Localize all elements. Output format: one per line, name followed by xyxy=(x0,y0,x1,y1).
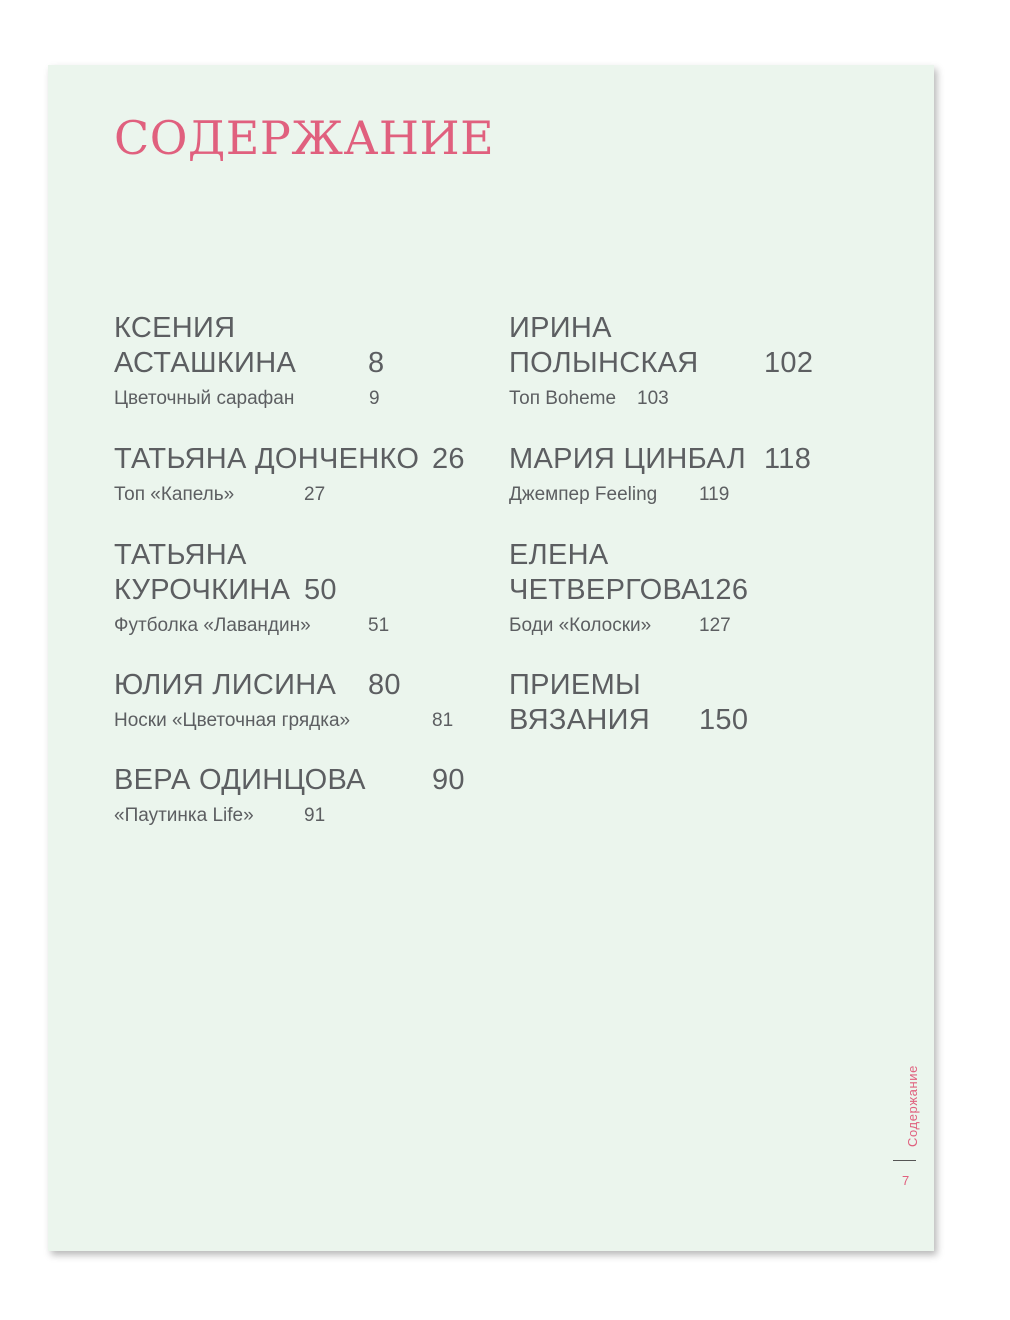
author-line xyxy=(114,763,465,798)
author-name xyxy=(114,538,337,608)
author-line xyxy=(114,346,385,381)
toc-page xyxy=(48,65,934,1251)
author-page-number: 118 xyxy=(764,443,812,475)
author-line-text: КУРОЧКИНА xyxy=(114,574,291,606)
work-title xyxy=(114,805,366,827)
toc-entry[interactable] xyxy=(509,538,749,637)
author-line xyxy=(114,668,401,703)
author-line-text: ПОЛЫНСКАЯ xyxy=(509,347,699,379)
author-name xyxy=(114,442,465,477)
author-page-number: 80 xyxy=(368,669,401,701)
work-page-number: 127 xyxy=(699,615,731,636)
author-line xyxy=(114,573,337,608)
author-page-number: 90 xyxy=(432,764,465,796)
author-line xyxy=(509,703,749,738)
work-title xyxy=(509,615,731,637)
author-page-number: 150 xyxy=(699,704,749,736)
author-line: ИРИНА xyxy=(509,312,612,344)
author-line xyxy=(509,573,749,608)
author-line-text: ТАТЬЯНА ДОНЧЕНКО xyxy=(114,443,420,475)
author-line: КСЕНИЯ xyxy=(114,312,236,344)
author-line xyxy=(509,442,812,477)
author-page-number: 50 xyxy=(304,574,337,606)
work-page-number: 27 xyxy=(304,484,326,505)
author-name xyxy=(114,311,385,381)
work-title-text: Топ «Капель» xyxy=(114,484,235,505)
section-label: Содержание xyxy=(905,1065,920,1147)
work-page-number: 81 xyxy=(432,710,454,731)
author-page-number: 126 xyxy=(699,574,749,606)
work-title-text: Футболка «Лавандин» xyxy=(114,615,311,636)
work-page-number: 9 xyxy=(369,388,380,409)
author-name xyxy=(114,668,401,703)
work-title xyxy=(114,710,454,732)
work-title xyxy=(114,615,390,637)
author-page-number: 102 xyxy=(764,347,814,379)
author-line-text: ЮЛИЯ ЛИСИНА xyxy=(114,669,337,701)
work-title xyxy=(509,484,746,506)
author-name xyxy=(509,311,814,381)
work-page-number: 103 xyxy=(637,388,669,409)
author-line-text: МАРИЯ ЦИНБАЛ xyxy=(509,443,746,475)
toc-entry[interactable] xyxy=(509,668,749,738)
toc-entry[interactable] xyxy=(114,311,385,410)
author-line: ПРИЕМЫ xyxy=(509,669,642,701)
work-title-text: Топ Boheme xyxy=(509,388,617,409)
running-head xyxy=(893,1045,923,1195)
author-name xyxy=(509,538,749,608)
author-line-text: ВЕРА ОДИНЦОВА xyxy=(114,764,366,796)
work-page-number: 119 xyxy=(699,484,730,505)
author-line-text: АСТАШКИНА xyxy=(114,347,297,379)
work-page-number: 51 xyxy=(368,615,390,636)
page-title: СОДЕРЖАНИЕ xyxy=(114,111,495,165)
divider xyxy=(893,1160,916,1161)
work-title-text: Джемпер Feeling xyxy=(509,484,658,505)
author-name xyxy=(509,668,749,738)
author-line-text: ЧЕТВЕРГОВА xyxy=(509,574,701,606)
work-title-text: Цветочный сарафан xyxy=(114,388,295,409)
author-line-text: ВЯЗАНИЯ xyxy=(509,704,651,736)
work-title-text: Носки «Цветочная грядка» xyxy=(114,710,351,731)
toc-entry[interactable] xyxy=(509,442,812,506)
author-line xyxy=(114,442,465,477)
author-line: ТАТЬЯНА xyxy=(114,539,247,571)
toc-entry[interactable] xyxy=(114,668,454,732)
toc-entry[interactable] xyxy=(114,538,390,637)
work-title xyxy=(509,388,699,410)
author-name xyxy=(509,442,812,477)
work-title xyxy=(114,388,380,410)
toc-entry[interactable] xyxy=(114,763,465,827)
work-title xyxy=(114,484,419,506)
author-name xyxy=(114,763,465,798)
toc-entry[interactable] xyxy=(114,442,465,506)
work-title-text: «Паутинка Life» xyxy=(114,805,254,826)
author-page-number: 26 xyxy=(432,443,465,475)
toc-entry[interactable] xyxy=(509,311,814,410)
author-line: ЕЛЕНА xyxy=(509,539,609,571)
work-page-number: 91 xyxy=(304,805,326,826)
page-number: 7 xyxy=(902,1173,910,1188)
work-title-text: Боди «Колоски» xyxy=(509,615,652,636)
author-page-number: 8 xyxy=(368,347,385,379)
author-line xyxy=(509,346,814,381)
